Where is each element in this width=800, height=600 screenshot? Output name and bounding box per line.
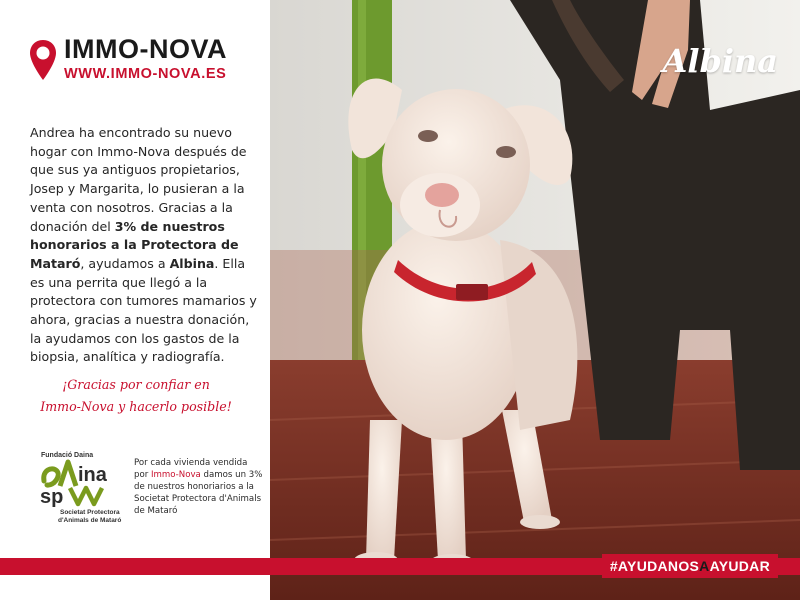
- partner-subtitle-2: d'Animals de Mataró: [58, 517, 122, 524]
- hashtag-part-3: AYUDAR: [709, 558, 770, 574]
- hashtag-part-1: #AYUDANOS: [609, 558, 700, 574]
- partner-logo-bottom: sp: [40, 486, 64, 508]
- story-text: [30, 124, 258, 367]
- dog-photo-illustration: [270, 0, 800, 600]
- dog-eye-right: [496, 146, 516, 158]
- story-part-1: Andrea ha encontrado su nuevo hogar con Immo-Nova después de que sus ya antiguos propietarios, Josep y Margarita, lo pusieran a la venta con nosotros. Gracias a la donación del: [30, 125, 247, 234]
- thanks-line-2: Immo-Nova y hacerlo posible!: [40, 399, 232, 414]
- paw-mark-icon: [44, 469, 58, 485]
- note-brand: Immo-Nova: [150, 470, 201, 480]
- brand-url[interactable]: WWW.IMMO-NOVA.ES: [64, 66, 227, 82]
- dog-name-title: Albina: [662, 42, 778, 80]
- partner-foundation: Fundació Daina: [41, 452, 94, 459]
- protectora-logo: [30, 448, 130, 528]
- thanks-line-1: ¡Gracias por confiar en: [62, 377, 210, 392]
- info-panel: [0, 0, 270, 600]
- story-part-3: . Ella es una perrita que llegó a la protectora con tumores mamarios y ahora, gracias a nuestra donación, la ayudamos con los gastos de la biopsia, analítica y radiografía.: [30, 255, 257, 365]
- note-part-2: damos un 3% de nuestros honoriarios a la Societat Protectora d'Animals de Mataró: [134, 470, 263, 516]
- map-pin-icon: [28, 38, 58, 82]
- story-bold-name: Albina: [169, 255, 215, 271]
- campaign-hashtag: [602, 554, 778, 578]
- dog-photo: [270, 0, 800, 600]
- partner-subtitle-1: Societat Protectora: [60, 509, 120, 516]
- dog-eye-left: [418, 130, 438, 142]
- story-part-2: , ayudamos a: [80, 255, 170, 271]
- brand-name: IMMO-NOVA: [64, 34, 227, 64]
- donation-note: [134, 457, 264, 517]
- story-bold-donation: 3% de nuestros honorarios a la Protectora de Mataró: [30, 218, 239, 271]
- partner-logo-top: ina: [78, 464, 107, 486]
- thanks-message: [20, 374, 252, 418]
- note-part-1: Por cada vivienda vendida por: [134, 458, 248, 480]
- hashtag-part-2: A: [699, 558, 710, 574]
- dog-nose: [425, 183, 459, 207]
